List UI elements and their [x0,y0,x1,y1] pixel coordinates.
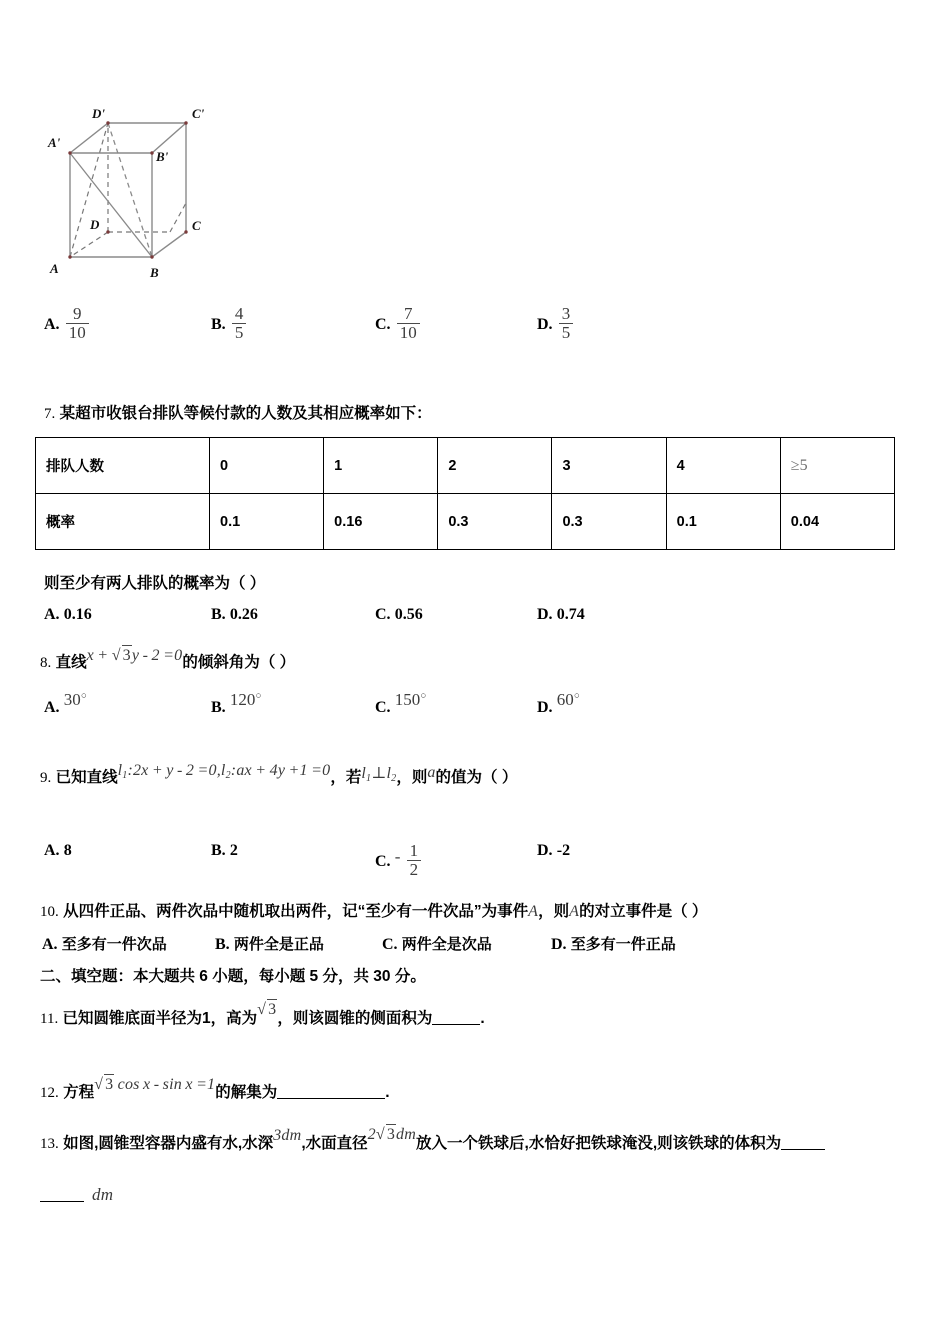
cube-figure [40,85,280,285]
q6-option-c[interactable] [375,305,422,342]
option-label: B. [211,315,226,333]
option-label: D. [537,315,553,333]
question-11 [40,1001,485,1029]
question-text-suffix: 的倾斜角为（ ） [182,654,296,671]
question-text: 从四件正品、两件次品中随机取出两件，记“至少有一件次品”为事件 [63,903,529,920]
q7-options-row [0,606,950,646]
q10-option-c[interactable] [382,933,492,954]
variable-a: a [427,764,436,781]
question-number: 12. [40,1085,59,1101]
cell-prob-4: 0.1 [666,494,780,550]
q10-option-d[interactable] [551,933,676,954]
option-fraction [559,305,574,342]
section-2-title [40,968,426,987]
option-fraction [232,305,247,342]
question-8-equation: x + √ 3y - 2 =0 [86,647,183,664]
cell-prob-1: 0.16 [324,494,438,550]
option-value: 0.74 [556,606,585,623]
radius-value: 1 [202,1010,211,1027]
q8-option-a[interactable] [44,690,87,717]
answer-blank-13-cont[interactable] [40,1187,84,1202]
question-text-suffix: 放入一个铁球后,水恰好把铁球淹没,则该铁球的体积为 [416,1135,782,1152]
question-13 [40,1126,825,1154]
question-8-stem [40,647,296,673]
question-7-ask [44,575,265,594]
fraction-denominator: 5 [559,323,574,342]
question-text-suffix: ，则该圆锥的侧面积为 [277,1010,433,1027]
option-value: 120○ [229,690,262,709]
answer-blank-13[interactable] [781,1135,825,1150]
question-text: 直线 [55,654,87,671]
question-text: 则至少有两人排队的概率为（ ） [44,575,266,592]
fraction-numerator: 7 [403,304,413,323]
option-label: B. [211,606,226,623]
fraction-denominator: 5 [232,323,247,342]
q8-option-b[interactable] [211,690,262,717]
perpendicular-condition: $l_1\perp l_2$ [361,765,397,784]
option-value: -2 [556,842,571,859]
vertex-label-Cp: C' [192,106,205,121]
option-label: D. [537,842,553,859]
question-text-mid2: ，则 [396,769,428,786]
vertex-label-D: D [90,217,100,232]
option-label: A. [44,842,60,859]
q8-option-c[interactable] [375,690,427,717]
vertex-label-B: B [150,265,159,280]
surface-diameter-value: 2√ 3dm [367,1126,417,1143]
vertex-label-Dp: D' [92,106,105,121]
unit-dm: dm [92,1185,114,1204]
option-minus-sign: - [394,846,401,866]
cell-count-0: 0 [210,438,324,494]
fraction-numerator: 9 [72,304,82,323]
question-10-stem [40,902,707,922]
cell-prob-3: 0.3 [552,494,666,550]
question-number: 8. [40,655,52,671]
option-label: B. [215,936,230,953]
fraction-denominator: 2 [407,860,422,879]
option-fraction [397,305,420,342]
option-label: C. [375,315,391,333]
option-fraction [66,305,89,342]
q9-option-c[interactable] [375,842,423,879]
vertex-label-Ap: A' [48,135,61,150]
option-label: B. [211,699,226,716]
cell-count-1: 1 [324,438,438,494]
water-depth-value: 3dm [273,1127,302,1144]
option-value: 两件全是正品 [233,936,324,953]
row-header-count: 排队人数 [36,438,210,494]
option-value: 30○ [63,690,87,709]
question-text: 方程 [63,1084,95,1101]
option-label: D. [551,936,567,953]
vertex-label-A: A [50,261,59,276]
fraction-numerator: 3 [561,304,571,323]
question-13-continuation [40,1185,113,1206]
option-label: A. [44,606,60,623]
q6-option-b[interactable] [211,305,248,342]
table-row-probabilities [36,494,895,550]
question-number: 9. [40,770,52,786]
question-text: 如图,圆锥型容器内盛有水,水深 [63,1135,274,1152]
q6-options-row [0,305,950,345]
option-label: C. [382,936,398,953]
option-value: 0.26 [229,606,258,623]
q7-option-d[interactable] [537,606,585,624]
height-value: √ 3 [257,1001,277,1018]
question-number: 13. [40,1136,59,1152]
option-value: 至多有一件次品 [61,936,167,953]
question-period: . [480,1010,485,1027]
answer-blank-11[interactable] [432,1010,480,1025]
option-label: C. [375,852,391,870]
cell-count-2: 2 [438,438,552,494]
option-label: A. [44,315,60,333]
q10-option-a[interactable] [42,933,167,954]
q7-option-c[interactable] [375,606,423,624]
option-label: D. [537,699,553,716]
q9-option-d[interactable] [537,842,570,860]
q9-options-row [0,842,950,882]
question-9-equations: $l_1:2x + y - 2$ $=0,l_2:ax + 4y +1 =0$ [117,762,331,781]
option-value: 60○ [556,690,580,709]
option-value: 两件全是次品 [401,936,492,953]
option-label: A. [42,936,58,953]
section-title-text: 二、填空题：本大题共 6 小题，每小题 5 分，共 30 分。 [40,968,426,985]
fraction-denominator: 10 [397,323,420,342]
q8-option-d[interactable] [537,690,580,717]
probability-table [35,437,895,550]
option-label: A. [44,699,60,716]
q6-option-a[interactable] [44,305,91,342]
option-label: C. [375,699,391,716]
event-a-symbol-2: A [569,903,580,920]
q7-option-b[interactable] [211,606,258,624]
row-header-probability: 概率 [36,494,210,550]
q6-option-d[interactable] [537,305,575,342]
option-value: 8 [63,842,72,859]
q9-option-a[interactable] [44,842,72,860]
question-text: 某超市收银台排队等候付款的人数及其相应概率如下： [59,405,432,422]
question-7-stem [44,405,432,424]
question-text: 已知直线 [55,769,118,786]
question-number: 11. [40,1011,59,1027]
cell-prob-ge5: 0.04 [780,494,894,550]
cell-prob-2: 0.3 [438,494,552,550]
option-value: 0.16 [63,606,92,623]
answer-blank-12[interactable] [277,1084,385,1099]
option-label: B. [211,842,226,859]
question-number: 7. [44,406,56,422]
option-value: 150○ [394,690,427,709]
fraction-denominator: 10 [66,323,89,342]
q10-option-b[interactable] [215,933,324,954]
q7-option-a[interactable] [44,606,92,624]
vertex-label-Bp: B' [156,149,169,164]
question-text-mid: ，若 [330,769,362,786]
q10-options-row [0,933,950,973]
cell-count-3: 3 [552,438,666,494]
cell-count-ge5: ≥5 [780,438,894,494]
option-fraction [407,842,422,879]
question-text: 已知圆锥底面半径为 [62,1010,203,1027]
option-label: C. [375,606,391,623]
question-text-suffix: 的值为（ ） [435,769,518,786]
fraction-numerator: 1 [409,841,419,860]
option-label: D. [537,606,553,623]
question-12-equation: √ 3 cos x - sin x =1 [94,1076,216,1093]
table-row-counts [36,438,895,494]
question-text-mid: ，则 [538,903,570,920]
option-value: 0.56 [394,606,423,623]
question-text-mid: ，高为 [210,1010,258,1027]
cell-count-4: 4 [666,438,780,494]
event-a-symbol: A [528,903,539,920]
question-12 [40,1076,390,1103]
q8-options-row [0,690,950,737]
option-value: 至多有一件正品 [570,936,676,953]
q9-option-b[interactable] [211,842,238,860]
question-9-stem [40,762,518,789]
question-period: . [385,1084,390,1101]
question-text-suffix: 的对立事件是（ ） [579,903,708,920]
vertex-label-C: C [192,218,201,233]
question-text-suffix: 的解集为 [215,1084,278,1101]
option-value: 2 [229,842,238,859]
question-text-mid: ,水面直径 [301,1135,368,1152]
question-number: 10. [40,904,59,920]
fraction-numerator: 4 [234,304,244,323]
cell-prob-0: 0.1 [210,494,324,550]
